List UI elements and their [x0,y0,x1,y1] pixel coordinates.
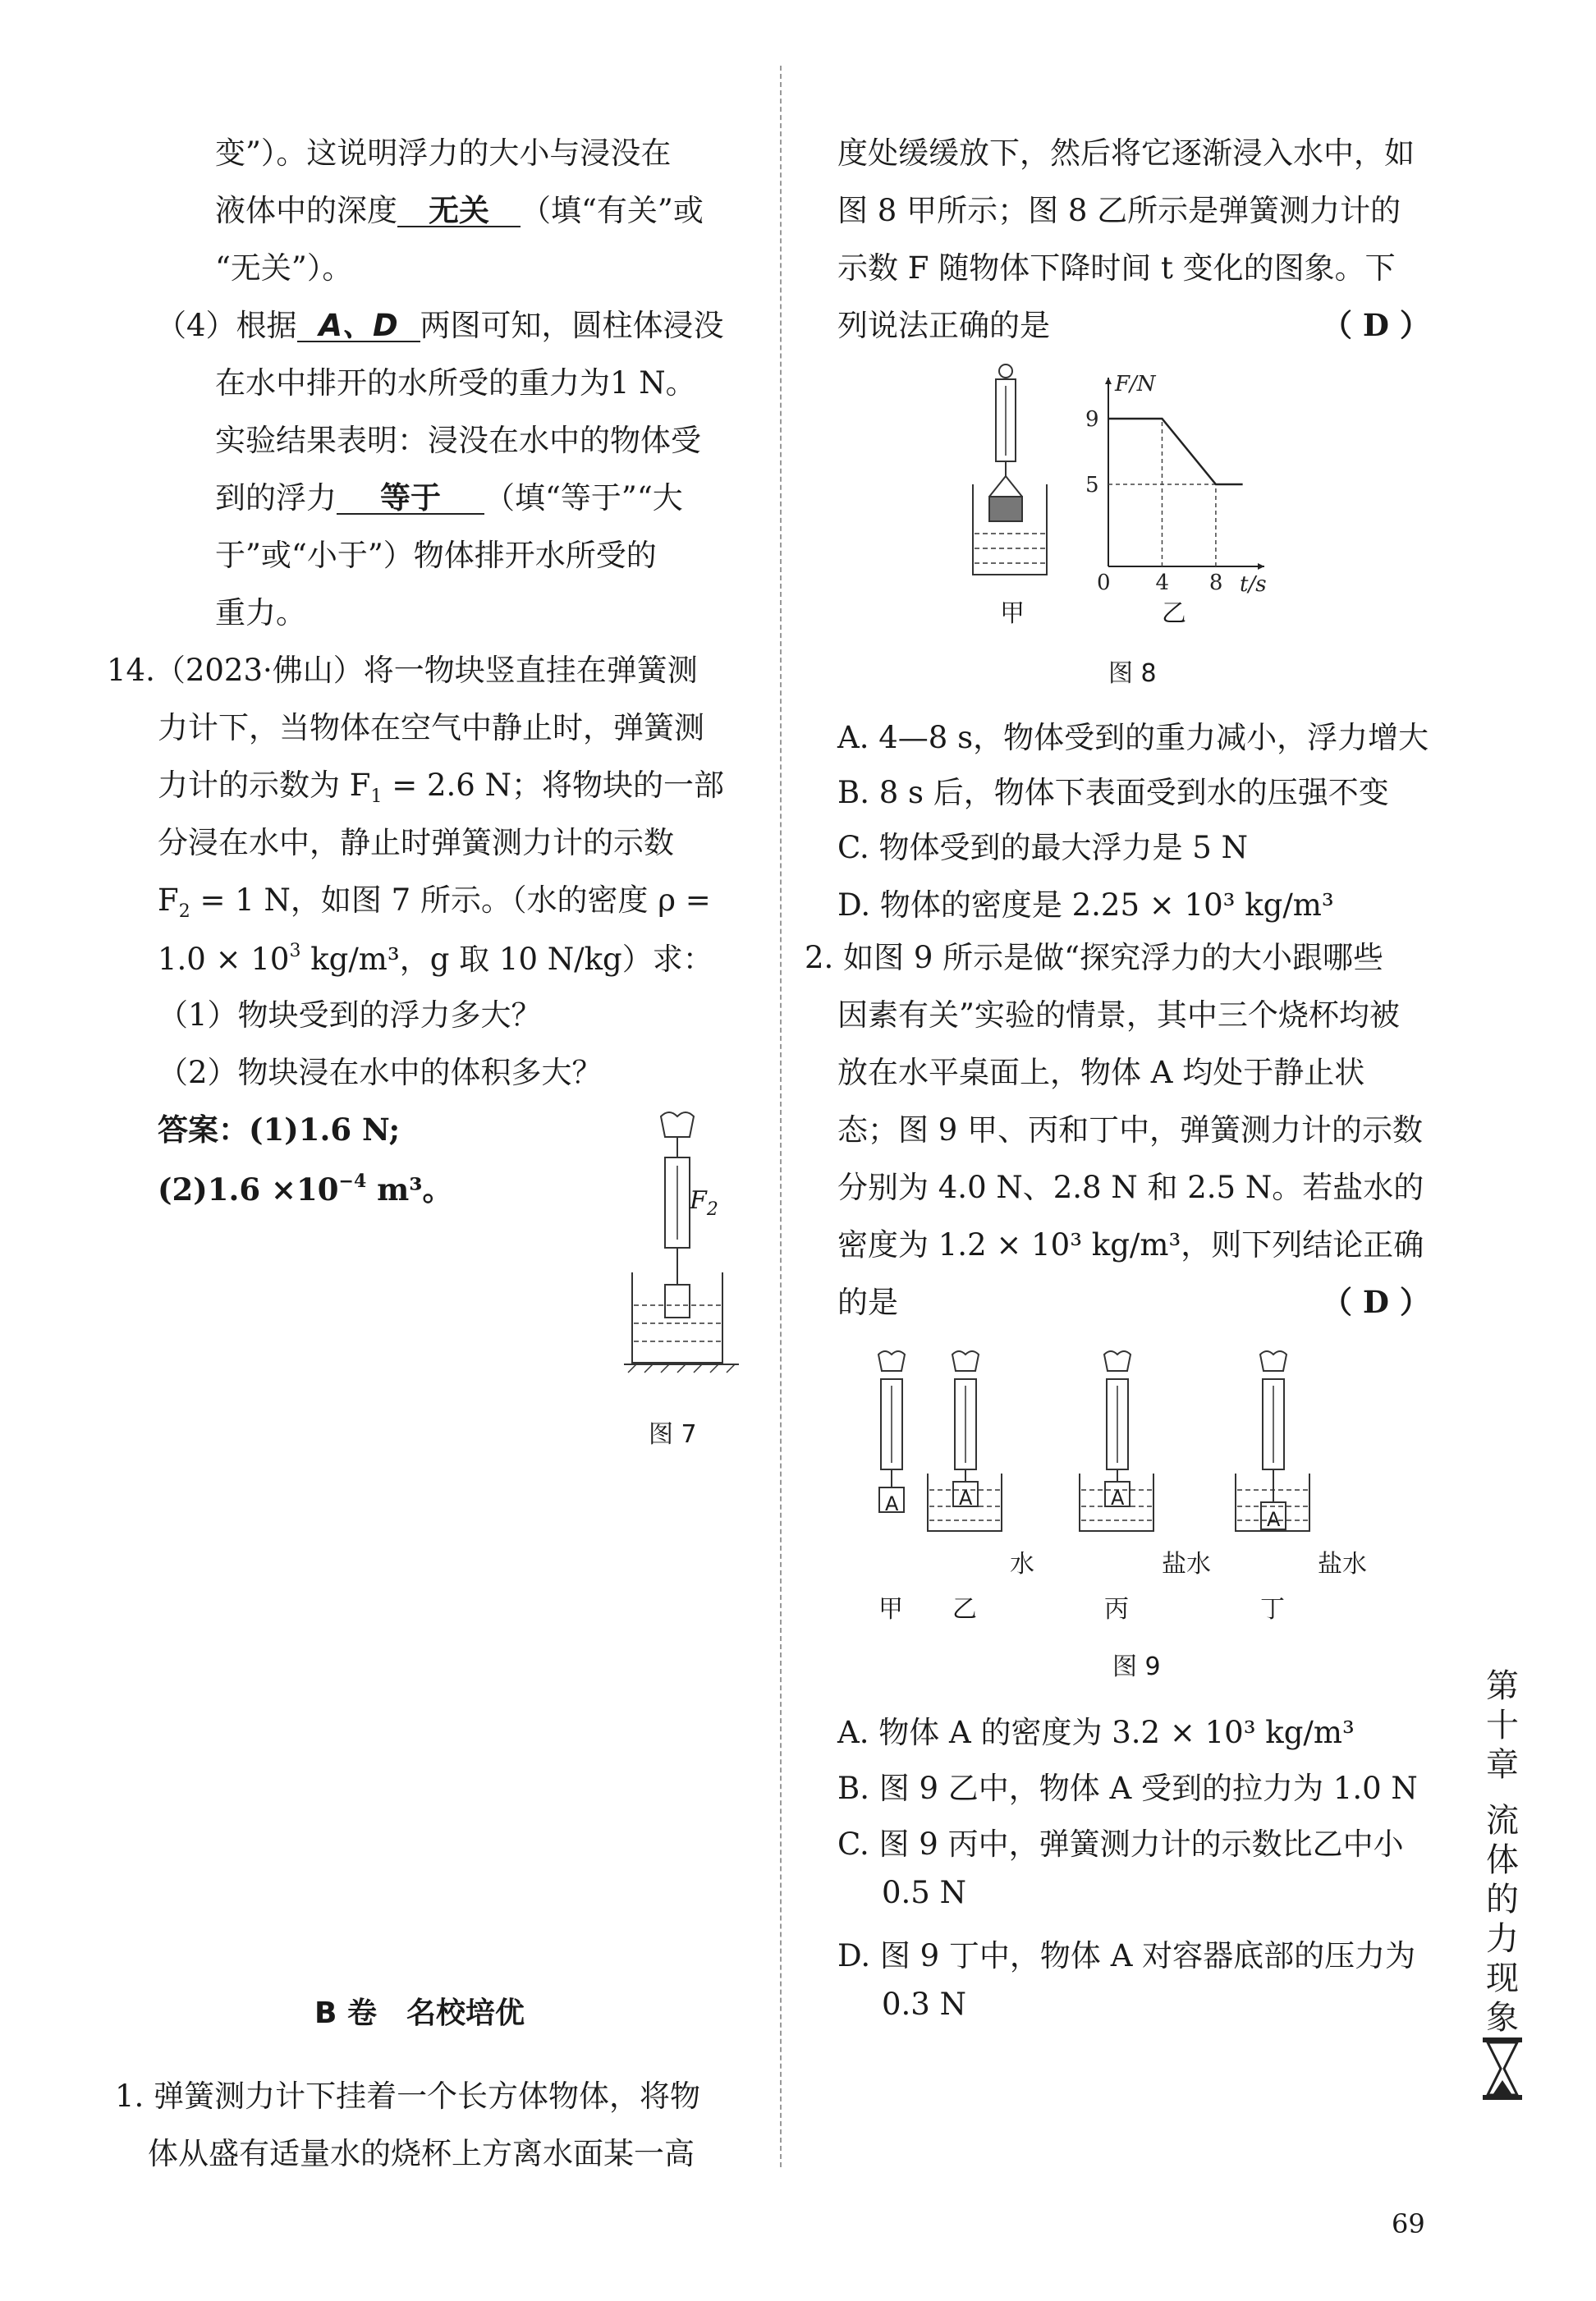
fig9-setup-jia [878,1351,905,1512]
fig9-label: 丙 [1104,1595,1129,1624]
sub-question: （2）物块浸在水中的体积多大？ [158,1055,603,1090]
text-span: kg/m³，g 取 10 N/kg）求： [300,942,713,977]
option-d: D. 图 9 丁中，物体 A 对容器底部的压力为 [837,1938,1416,1973]
x-axis-label: t/s [1240,572,1267,597]
chapter-title: 流体的力现象 [1486,1802,1519,2037]
text-line: 分浸在水中，静止时弹簧测力计的示数 [158,825,674,860]
text-span: F [158,882,179,918]
block-icon [989,497,1022,521]
column-divider [780,66,782,2167]
fig9-label: 丁 [1260,1595,1285,1624]
text-line: 的是 [837,1285,898,1320]
text-line: 于”或“小于”）物体排开水所受的 [215,538,657,573]
answer-blank: 等于 [337,483,484,515]
block-label: A [959,1487,973,1510]
text-line [215,480,683,516]
text-line: 重力。 [215,595,306,630]
text-line: 分别为 4.0 N、2.8 N 和 2.5 N。若盐水的 [837,1170,1424,1205]
text-line: 实验结果表明：浸没在水中的物体受 [215,423,701,458]
text-span: （填“有关”或 [521,193,704,228]
option-c: C. 物体受到的最大浮力是 5 N [837,830,1248,865]
text-line: 放在水平桌面上，物体 A 均处于静止状 [837,1055,1365,1090]
text-span: 两图可知，圆柱体浸没 [420,308,724,343]
y-tick-label: 9 [1085,407,1099,432]
text-span: 到的浮力 [215,480,337,516]
option-a: A. 物体 A 的密度为 3.2 × 10³ kg/m³ [837,1715,1355,1750]
text-line: 图 8 甲所示；图 8 乙所示是弹簧测力计的 [837,193,1401,228]
text-line: 因素有关”实验的情景，其中三个烧杯均被 [837,997,1400,1033]
block-label: A [1111,1487,1125,1510]
figure-8-apparatus [969,361,1059,583]
figure-8-caption: 图 8 [1108,659,1157,688]
question-4 [156,310,724,342]
figure-7-caption: 图 7 [649,1420,697,1449]
x-tick-label: 8 [1208,571,1223,595]
fig8-label-yi: 乙 [1162,599,1186,628]
subscript: 2 [706,1199,718,1220]
block-label: A [885,1492,899,1515]
liquid-label: 盐水 [1162,1550,1211,1579]
x-tick-label: 4 [1155,571,1170,595]
option-d: D. 物体的密度是 2.25 × 10³ kg/m³ [837,887,1334,923]
option-b: B. 8 s 后，物体下表面受到水的压强不变 [837,775,1389,810]
question-14: 14.（2023·佛山）将一物块竖直挂在弹簧测 [107,653,698,688]
chapter-number: 第十章 [1486,1667,1519,1784]
option-c: C. 图 9 丙中，弹簧测力计的示数比乙中小 [837,1827,1404,1862]
option-d-cont: 0.3 N [882,1987,966,2022]
text-line: 力计下，当物体在空气中静止时，弹簧测 [158,710,704,745]
text-line: 度处缓缓放下，然后将它逐渐浸入水中，如 [837,135,1415,171]
text-line [215,195,704,227]
fig9-label: 甲 [878,1595,903,1624]
text-span: m³。 [366,1171,453,1208]
chapter-sidebar [1478,1666,1527,2037]
answer-blank: 无关 [397,195,521,227]
fig9-setup-ding [1236,1351,1309,1531]
text-span: = 1 N，如图 7 所示。（水的密度 ρ = [190,882,711,918]
question-b1: 1. 弹簧测力计下挂着一个长方体物体，将物 [115,2079,701,2114]
series-line [1108,419,1243,484]
option-c-cont: 0.5 N [882,1875,966,1910]
section-title: B 卷 名校培优 [314,1996,525,2030]
option-a: A. 4—8 s，物体受到的重力减小，浮力增大 [837,720,1429,755]
y-tick-label: 5 [1085,473,1099,497]
superscript: 3 [289,941,301,961]
subscript: 1 [370,786,383,807]
question-2: 2. 如图 9 所示是做“探究浮力的大小跟哪些 [805,940,1384,975]
answer-choice: （ D ） [1322,1284,1430,1320]
y-axis-label: F/N [1115,372,1156,396]
text-line: 体从盛有适量水的烧杯上方离水面某一高 [148,2136,695,2171]
text-line [158,770,724,806]
text-span: F [690,1186,707,1215]
text-span: 液体中的深度 [215,193,397,228]
text-line [158,941,713,977]
text-span: （填“等于”“大 [484,480,683,516]
answer-line [158,1171,453,1208]
text-line: 密度为 1.2 × 10³ kg/m³，则下列结论正确 [837,1227,1424,1263]
text-line: “无关”）。 [215,250,353,286]
figure-7-diagram [616,1108,764,1404]
figure-8-chart [1075,369,1273,599]
x-tick-label: 0 [1097,571,1111,595]
text-line: 在水中排开的水所受的重力为1 N。 [215,365,696,401]
hourglass-icon [1479,2036,1525,2102]
text-line: 示数 F 随物体下降时间 t 变化的图象。下 [837,250,1396,286]
text-line: 列说法正确的是 [837,308,1050,343]
text-line: 态；图 9 甲、丙和丁中，弹簧测力计的示数 [837,1112,1424,1148]
fig8-label-jia: 甲 [1000,599,1025,628]
liquid-label: 盐水 [1318,1550,1367,1579]
x-axis-arrow [1258,563,1264,570]
answer-choice: （ D ） [1322,307,1430,343]
text-span: 1.0 × 10 [158,942,290,977]
page-number: 69 [1392,2208,1425,2239]
superscript: −4 [338,1171,367,1192]
answer-line: 答案：(1)1.6 N; [158,1112,401,1148]
block-icon [665,1285,690,1318]
fig7-force-label [690,1186,718,1220]
fig9-label: 乙 [952,1595,977,1624]
text-span: (2)1.6 ×10 [158,1171,339,1208]
text-span: （4）根据 [156,308,297,343]
text-span: = 2.6 N；将物块的一部 [382,768,724,803]
text-line: 变”）。这说明浮力的大小与浸没在 [215,135,672,171]
sub-question: （1）物块受到的浮力多大？ [158,997,542,1033]
block-label: A [1267,1508,1281,1531]
answer-blank: A、D [297,310,420,342]
subscript: 2 [178,901,190,922]
figure-9-caption: 图 9 [1112,1652,1161,1681]
y-axis-arrow [1105,378,1112,384]
option-b: B. 图 9 乙中，物体 A 受到的拉力为 1.0 N [837,1771,1418,1806]
text-line [158,882,711,922]
text-span: 力计的示数为 F [158,768,371,803]
hand-icon [661,1112,694,1137]
liquid-label: 水 [1010,1550,1034,1579]
